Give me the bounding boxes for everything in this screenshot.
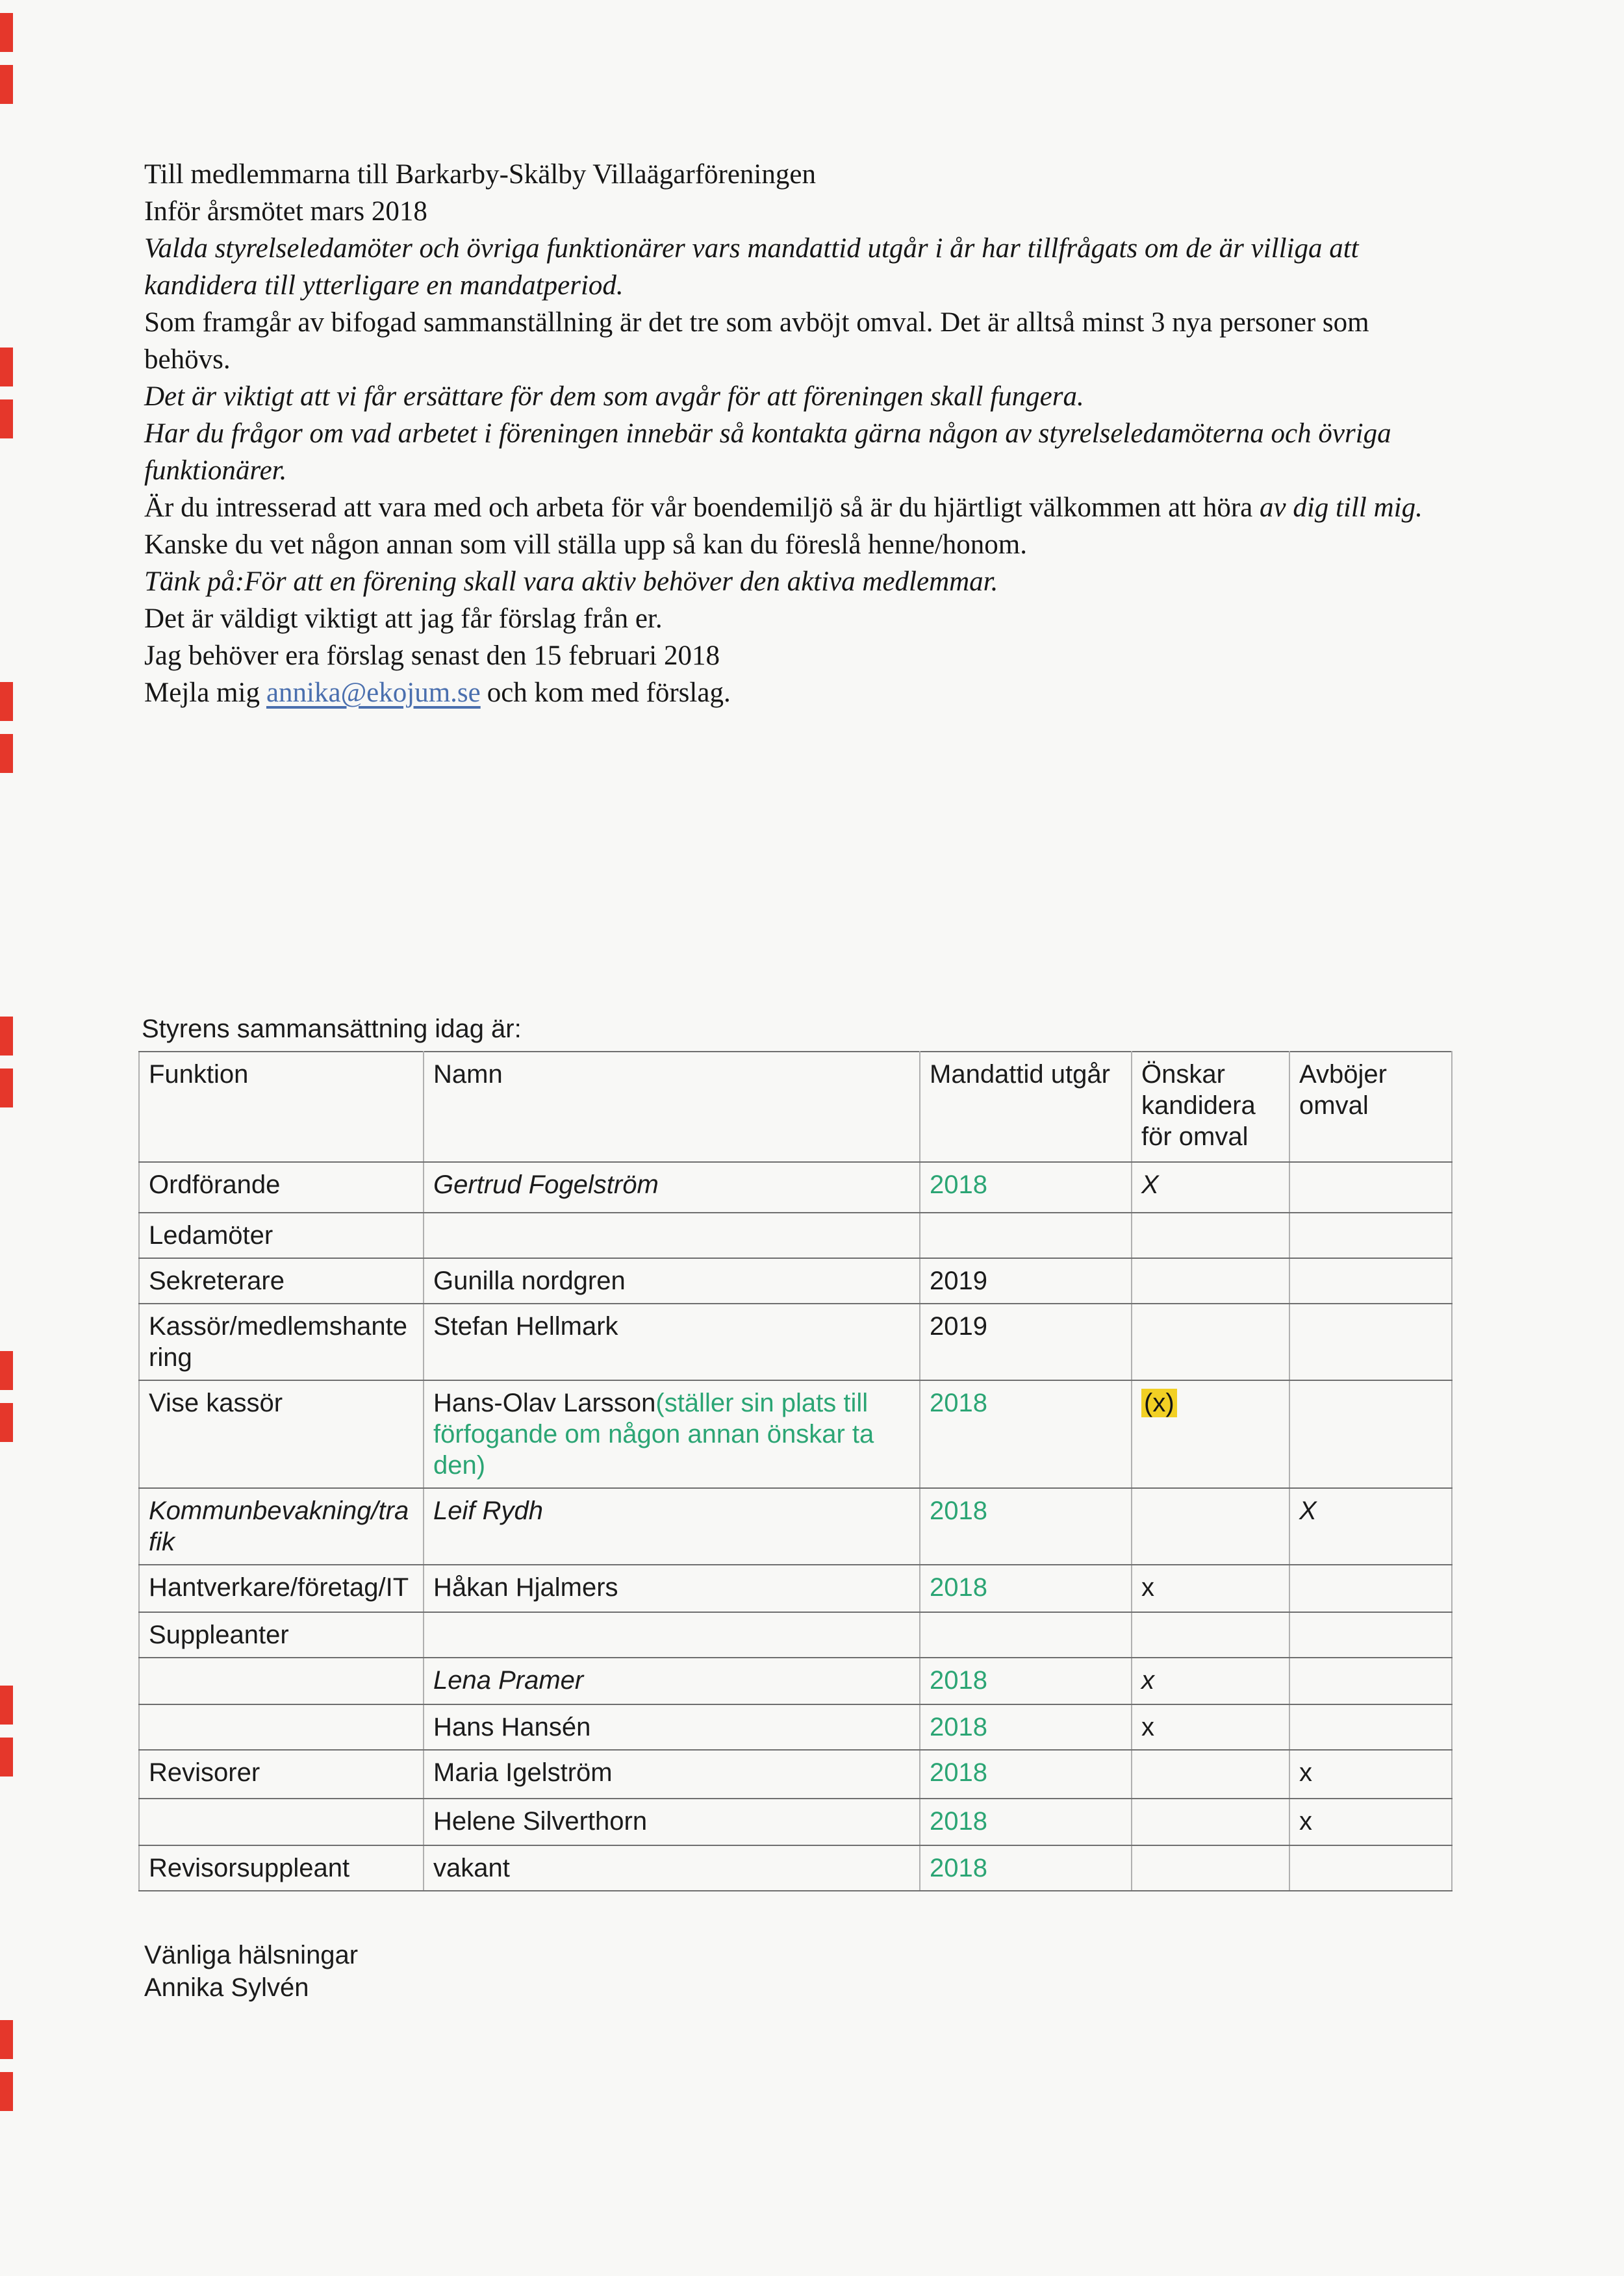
cell-mandattid: 2018	[920, 1380, 1132, 1488]
cell-mandattid: 2018	[920, 1162, 1132, 1213]
table-row	[139, 1565, 1452, 1612]
table-row	[139, 1845, 1452, 1891]
cell-onskar	[1132, 1380, 1289, 1488]
cell-onskar	[1132, 1488, 1289, 1565]
cell-funktion: Kommunbevakning/trafik	[139, 1488, 424, 1565]
table-row	[139, 1612, 1452, 1658]
cell-funktion: Hantverkare/företag/IT	[139, 1565, 424, 1612]
cell-funktion: Suppleanter	[139, 1612, 424, 1658]
cell-avbojer	[1289, 1213, 1452, 1258]
paragraph-interest	[144, 489, 1456, 526]
cell-mandattid: 2019	[920, 1258, 1132, 1304]
paragraph-summary: Som framgår av bifogad sammanställning är det tre som avböjt omval. Det är alltså minst 3 nya personer som behövs.	[144, 307, 1369, 375]
cell-onskar	[1132, 1304, 1289, 1380]
cell-namn	[424, 1213, 920, 1258]
cell-namn: Stefan Hellmark	[424, 1304, 920, 1380]
cell-avbojer	[1289, 1304, 1452, 1380]
table-row	[139, 1488, 1452, 1565]
cell-funktion: Ordförande	[139, 1162, 424, 1213]
cell-onskar: x	[1132, 1704, 1289, 1750]
table-row	[139, 1213, 1452, 1258]
closing-signature: Annika Sylvén	[144, 1973, 309, 2002]
cell-mandattid: 2018	[920, 1565, 1132, 1612]
paragraph-interest-regular: Är du intresserad att vara med och arbeta för vår boendemiljö så är du hjärtligt välkommen att höra	[144, 492, 1253, 523]
table-row	[139, 1304, 1452, 1380]
table-header-row	[139, 1052, 1452, 1162]
paragraph-important: Det är väldigt viktigt att jag får förslag från er.	[144, 603, 663, 634]
table-row	[139, 1750, 1452, 1799]
table-row	[139, 1258, 1452, 1304]
cell-namn: Helene Silverthorn	[424, 1799, 920, 1845]
subject-line: Inför årsmötet mars 2018	[144, 196, 427, 227]
member-name: Hans-Olav Larsson	[433, 1389, 656, 1417]
table-row	[139, 1380, 1452, 1488]
cell-onskar	[1132, 1213, 1289, 1258]
board-composition-table	[138, 1051, 1453, 1891]
email-prefix: Mejla mig	[144, 677, 260, 708]
cell-mandattid: 2018	[920, 1704, 1132, 1750]
cell-avbojer: x	[1289, 1750, 1452, 1799]
cell-mandattid	[920, 1612, 1132, 1658]
cell-avbojer	[1289, 1258, 1452, 1304]
salutation-line: Till medlemmarna till Barkarby-Skälby Villaägarföreningen	[144, 159, 816, 190]
cell-mandattid: 2018	[920, 1488, 1132, 1565]
cell-avbojer	[1289, 1380, 1452, 1488]
cell-funktion: Ledamöter	[139, 1213, 424, 1258]
email-link[interactable]: annika@ekojum.se	[266, 677, 481, 708]
header-namn: Namn	[424, 1052, 920, 1162]
paragraph-questions: Har du frågor om vad arbetet i föreningen innebär så kontakta gärna någon av styrelseledamöterna och övriga funktionärer.	[144, 418, 1391, 486]
paragraph-suggest-other: Kanske du vet någon annan som vill ställa upp så kan du föreslå henne/honom.	[144, 529, 1027, 560]
cell-onskar	[1132, 1750, 1289, 1799]
cell-avbojer	[1289, 1658, 1452, 1704]
cell-namn: Håkan Hjalmers	[424, 1565, 920, 1612]
cell-funktion: Revisorer	[139, 1750, 424, 1799]
scan-edge-marks	[0, 13, 13, 2276]
paragraph-email	[144, 674, 1456, 711]
letter-closing	[144, 1939, 358, 2004]
cell-onskar: X	[1132, 1162, 1289, 1213]
cell-namn: Hans Hansén	[424, 1704, 920, 1750]
cell-avbojer	[1289, 1704, 1452, 1750]
cell-funktion	[139, 1704, 424, 1750]
cell-avbojer: x	[1289, 1799, 1452, 1845]
paragraph-remember: Tänk på:För att en förening skall vara aktiv behöver den aktiva medlemmar.	[144, 566, 998, 597]
cell-mandattid: 2018	[920, 1658, 1132, 1704]
cell-mandattid: 2018	[920, 1845, 1132, 1891]
cell-avbojer	[1289, 1565, 1452, 1612]
cell-onskar: x	[1132, 1565, 1289, 1612]
cell-namn: Lena Pramer	[424, 1658, 920, 1704]
paragraph-replacement: Det är viktigt att vi får ersättare för dem som avgår för att föreningen skall fungera.	[144, 381, 1084, 412]
cell-namn	[424, 1380, 920, 1488]
header-mandattid: Mandattid utgår	[920, 1052, 1132, 1162]
cell-mandattid: 2018	[920, 1799, 1132, 1845]
table-row	[139, 1799, 1452, 1845]
paragraph-mandate: Valda styrelseledamöter och övriga funktionärer vars mandattid utgår i år har tillfrågats om de är villiga att kandidera till ytterligare en mandatperiod.	[144, 233, 1359, 301]
cell-namn: Leif Rydh	[424, 1488, 920, 1565]
cell-namn	[424, 1612, 920, 1658]
cell-namn: Gunilla nordgren	[424, 1258, 920, 1304]
member-name-note: (ställer sin plats till förfogande om någon annan önskar ta den)	[433, 1389, 874, 1480]
letter-body	[144, 156, 1456, 711]
cell-avbojer	[1289, 1845, 1452, 1891]
cell-avbojer: X	[1289, 1488, 1452, 1565]
cell-funktion: Sekreterare	[139, 1258, 424, 1304]
highlighted-mark: (x)	[1141, 1389, 1177, 1417]
cell-funktion: Kassör/medlemshantering	[139, 1304, 424, 1380]
cell-avbojer	[1289, 1162, 1452, 1213]
cell-onskar	[1132, 1845, 1289, 1891]
table-row	[139, 1704, 1452, 1750]
table-row	[139, 1162, 1452, 1213]
cell-funktion	[139, 1799, 424, 1845]
cell-avbojer	[1289, 1612, 1452, 1658]
header-funktion: Funktion	[139, 1052, 424, 1162]
cell-onskar	[1132, 1612, 1289, 1658]
header-onskar: Önskar kandidera för omval	[1132, 1052, 1289, 1162]
cell-mandattid	[920, 1213, 1132, 1258]
email-suffix: och kom med förslag.	[487, 677, 731, 708]
cell-onskar: x	[1132, 1658, 1289, 1704]
cell-funktion: Revisorsuppleant	[139, 1845, 424, 1891]
cell-onskar	[1132, 1799, 1289, 1845]
cell-funktion	[139, 1658, 424, 1704]
cell-mandattid: 2019	[920, 1304, 1132, 1380]
cell-namn: vakant	[424, 1845, 920, 1891]
cell-funktion: Vise kassör	[139, 1380, 424, 1488]
closing-greeting: Vänliga hälsningar	[144, 1941, 359, 1969]
cell-namn: Maria Igelström	[424, 1750, 920, 1799]
table-intro: Styrens sammansättning idag är:	[142, 1015, 522, 1043]
cell-onskar	[1132, 1258, 1289, 1304]
table-row	[139, 1658, 1452, 1704]
paragraph-interest-italic: av dig till mig.	[1260, 492, 1423, 523]
paragraph-deadline: Jag behöver era förslag senast den 15 februari 2018	[144, 640, 720, 671]
cell-mandattid: 2018	[920, 1750, 1132, 1799]
cell-namn: Gertrud Fogelström	[424, 1162, 920, 1213]
header-avbojer: Avböjer omval	[1289, 1052, 1452, 1162]
